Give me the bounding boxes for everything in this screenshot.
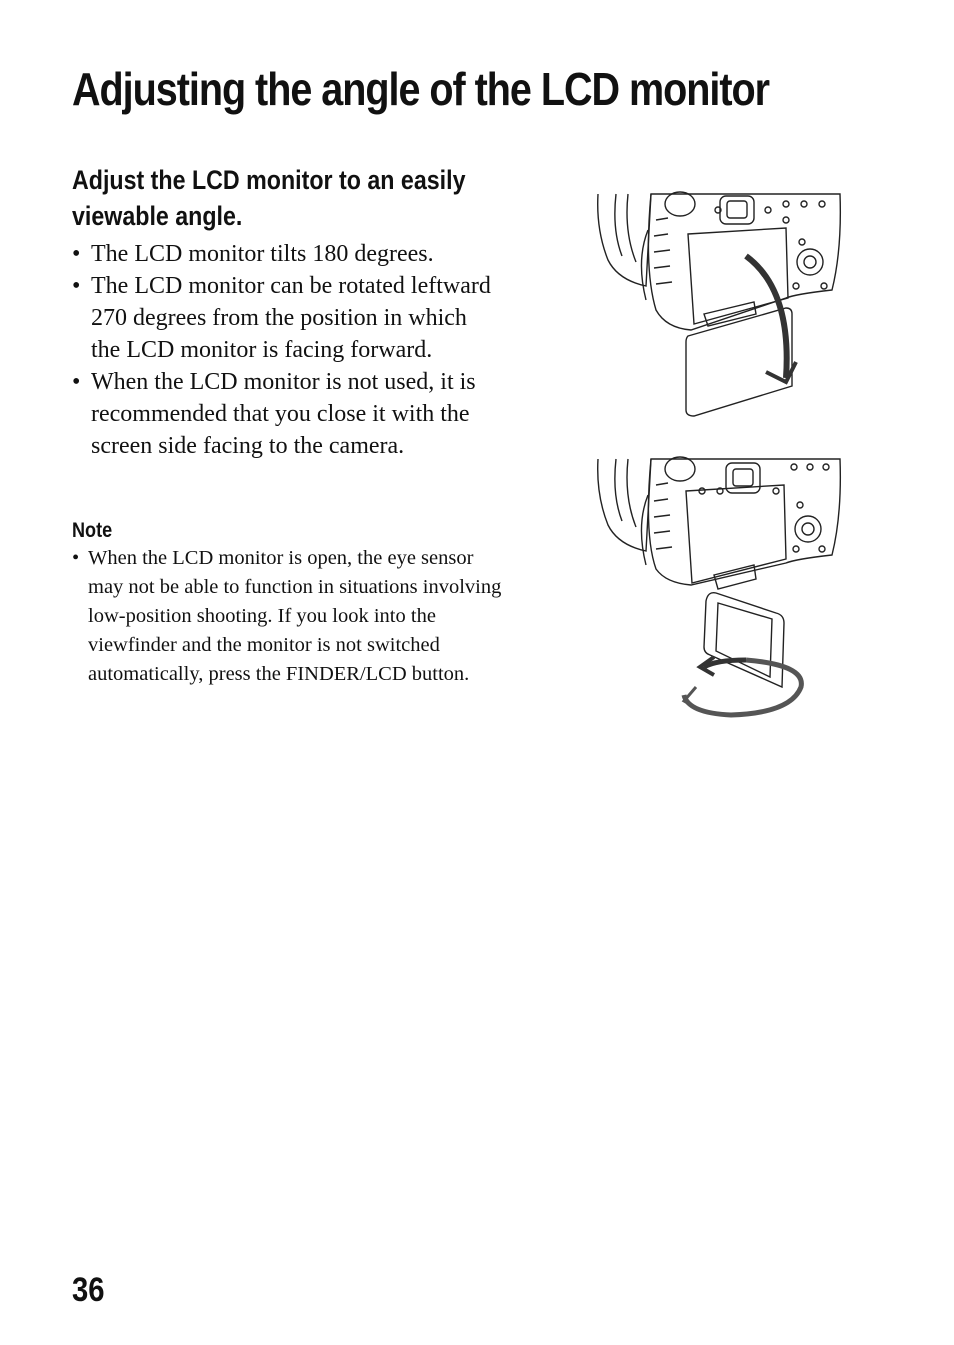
camera-lcd-tilt-illustration: [596, 190, 846, 425]
note-item: [72, 544, 502, 689]
bullet-text: The LCD monitor tilts 180 degrees.: [91, 241, 434, 267]
camera-lcd-rotate-icon: [596, 455, 846, 720]
note-list: [72, 544, 502, 689]
note-text: When the LCD monitor is open, the eye sensor may not be able to function in situations involving low-position shooting. If you look into the viewfinder and the monitor is not switched automatically, press the FINDER/LCD button.: [88, 547, 502, 685]
camera-lcd-rotate-illustration: [596, 455, 846, 725]
bullet-item: [72, 270, 502, 366]
bullet-item: [72, 366, 502, 462]
bullet-item: [72, 238, 502, 270]
feature-bullet-list: [72, 238, 502, 462]
bullet-marker: •: [72, 547, 80, 569]
bullet-marker: •: [72, 369, 81, 395]
bullet-marker: •: [72, 241, 81, 267]
bullet-text: The LCD monitor can be rotated leftward 270 degrees from the position in which the LCD monitor is facing forward.: [91, 273, 491, 363]
bullet-marker: •: [72, 273, 81, 299]
section-subheading: Adjust the LCD monitor to an easily viewable angle.: [72, 165, 466, 231]
camera-lcd-tilt-icon: [596, 190, 846, 420]
bullet-text: When the LCD monitor is not used, it is recommended that you close it with the screen side facing to the camera.: [91, 369, 476, 459]
page-title: Adjusting the angle of the LCD monitor: [72, 63, 770, 115]
note-heading: Note: [72, 519, 113, 542]
page-number: 36: [72, 1271, 105, 1309]
